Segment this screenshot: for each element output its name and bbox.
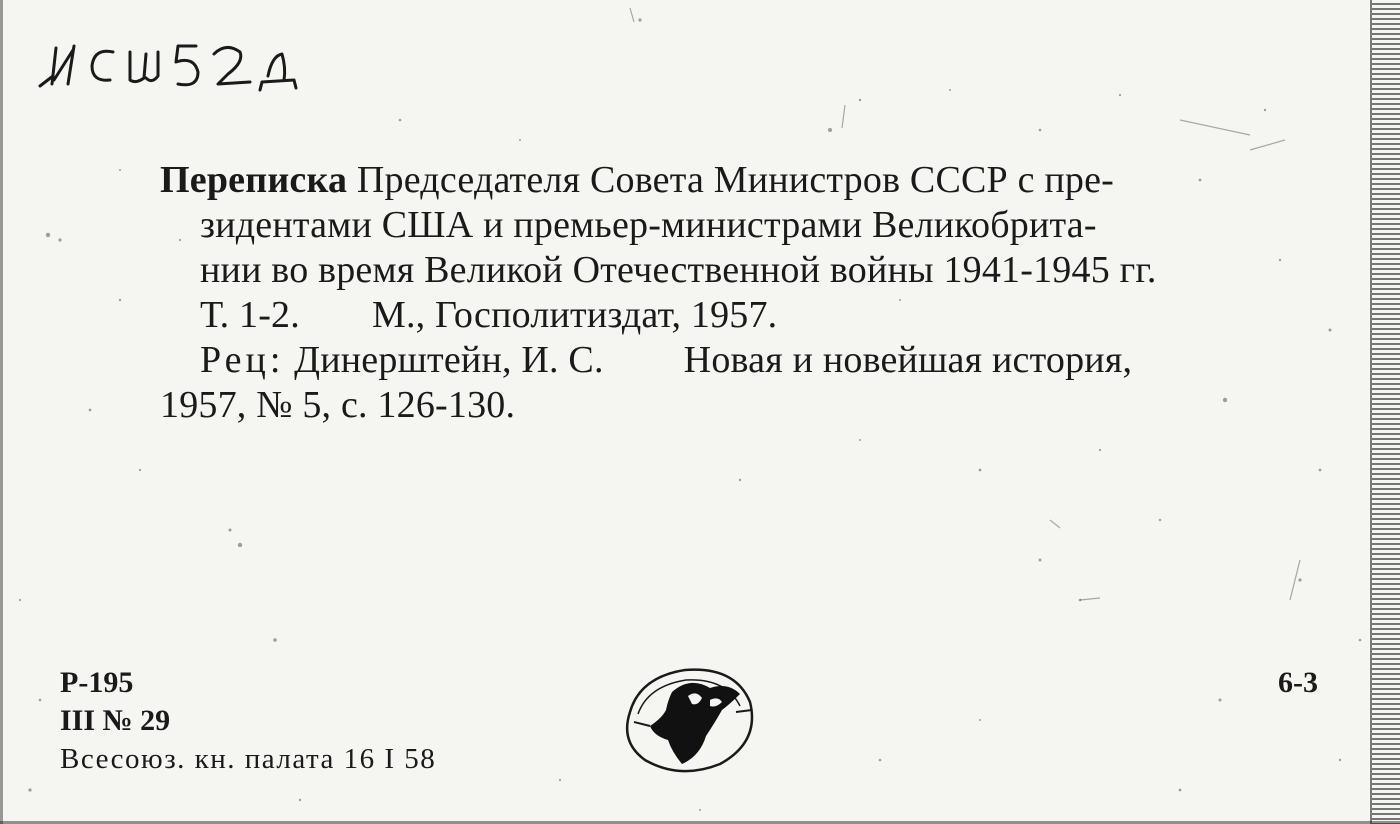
- card-right-edge: [1372, 0, 1400, 824]
- entry-line-1: [160, 158, 1320, 203]
- card-code: Р-195: [60, 666, 134, 699]
- card-left-edge: [0, 0, 3, 824]
- card-publisher: Всесоюз. кн. палата 16 I 58: [60, 743, 437, 775]
- card-series: III № 29: [60, 704, 171, 737]
- review-author: Динерштейн, И. С.: [294, 339, 604, 381]
- library-stamp-icon: [610, 652, 770, 782]
- review-label: Рец:: [200, 339, 285, 381]
- entry-imprint: М., Госполитиздат, 1957.: [371, 294, 778, 336]
- bibliographic-entry: [160, 158, 1320, 428]
- entry-volumes: Т. 1-2.: [200, 294, 300, 336]
- entry-line-3: нии во время Великой Отечественной войны 1941-1945 гг.: [200, 249, 1157, 291]
- entry-line-5: [160, 338, 1320, 383]
- entry-line-6: 1957, № 5, с. 126-130.: [160, 384, 516, 426]
- entry-title-word: Переписка: [160, 159, 348, 201]
- review-source: Новая и новейшая история,: [683, 339, 1133, 381]
- handwritten-call-number: [18, 28, 358, 98]
- shelf-code: 6-3: [1278, 666, 1318, 699]
- entry-line-4: [160, 293, 1320, 338]
- entry-title-rest: Председателя Совета Министров СССР с пре-: [347, 159, 1115, 201]
- card-footer-left: [60, 664, 436, 778]
- entry-line-2: зидентами США и премьер-министрами Великобрита-: [200, 204, 1097, 246]
